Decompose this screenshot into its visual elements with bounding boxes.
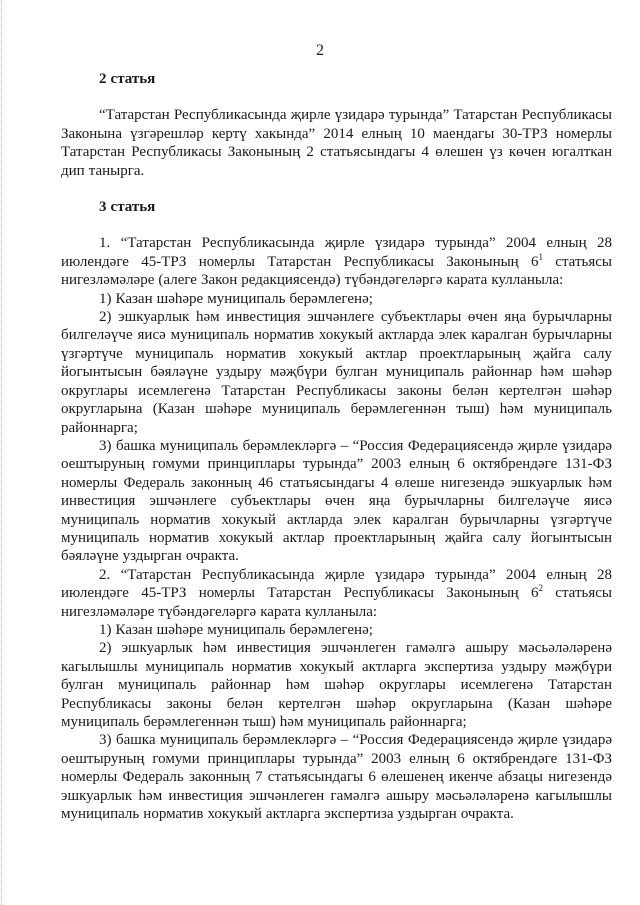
p1-superscript: 1: [538, 251, 543, 262]
article-3-heading: 3 статья: [99, 199, 156, 216]
p2-superscript: 2: [538, 583, 543, 594]
p2-end-text: статьясы нигезләмәләре түбәндәгеләргә карата кулланыла:: [61, 585, 612, 620]
page-number: 2: [316, 42, 324, 59]
spacer: [61, 180, 612, 198]
p1-item-3: 3) башка муниципаль берәмлекләргә – “Россия Федерациясендә җирле үзидарә оештыруның гомуми принциплары турында” 2003 елның 6 октябрендәге 131-ФЗ номерлы Федераль законның 46 статьясындагы 4 өлеше нигезендә эшкуарлык һәм инвестиция эшчәнлеге субъектлары өчен яңа бурычларны билгеләүче яисә муниципаль норматив хокукый актларда элек каралган бурычларны үзгәртүче муниципаль норматив хокукый актлар проектларының җайга салу йогынтысын бәяләүне уздырган очракта.: [61, 437, 612, 565]
p2-item-3: 3) башка муниципаль берәмлекләргә – “Россия Федерациясендә җирле үзидарә оештыруның гомуми принциплары турында” 2003 елның 6 октябрендәге 131-ФЗ номерлы Федераль законның 7 статьясындагы 6 өлешенең икенче абзацы нигезендә эшкуарлык һәм инвестиция эшчәнлеген гамәлгә ашыру мәсьәләләренә кагылышлы муниципаль норматив хокукый актларга экспертиза уздырган очракта.: [61, 732, 612, 823]
p2-item-2: 2) эшкуарлык һәм инвестиция эшчәнлеген гамәлгә ашыру мәсьәләләренә кагылышлы муниципаль норматив хокукый актларга экспертиза уздыру мәҗбүри булган муниципаль районнар һәм шәһәр округлары исемлегенә Татарстан Республикасы законы белән кертелгән шәһәр округларына (Казан шәһәре муниципаль берәмлегеннән тыш) һәм муниципаль районнарга;: [61, 640, 612, 730]
article-3-paragraph-1: [61, 234, 612, 289]
article-3-paragraph-2: [61, 566, 612, 621]
document-body: [61, 70, 612, 823]
article-2-heading: 2 статья: [99, 71, 156, 87]
spacer: [61, 216, 612, 234]
p1-end-text: статьясы нигезләмәләре (алеге Закон редакциясендә) түбәндәгеләргә карата кулланыла:: [61, 253, 612, 289]
p2-item-1: 1) Казан шәһәре муниципаль берәмлегенә;: [99, 621, 373, 638]
p1-item-1: 1) Казан шәһәре муниципаль берәмлегенә;: [99, 290, 373, 307]
spacer: [61, 88, 612, 106]
article-2-text: “Татарстан Республикасында җирле үзидарә турында” Татарстан Республикасы Законына үзгәрешләр кертү хакында” 2014 елның 10 маендагы 30-ТРЗ номерлы Татарстан Республикасы Законының 2 статьясындагы 4 өлешен үз көчен югалткан дип танырга.: [61, 107, 612, 179]
p2-start-text: 2. “Татарстан Республикасында җирле үзидарә турында” 2004 елның 28 июлендәге 45-ТРЗ номерлы Татарстан Республикасы Законының 6: [61, 566, 612, 602]
scan-edge-line: [1, 0, 3, 905]
p1-start-text: 1. “Татарстан Республикасында җирле үзидарә турында” 2004 елның 28 июлендәге 45-ТРЗ номерлы Татарстан Республикасы Законының 6: [61, 235, 612, 270]
p1-item-2: 2) эшкуарлык һәм инвестиция эшчәнлеге субъектлары өчен яңа бурычларны билгеләүче яисә муниципаль норматив хокукый актларда элек каралган бурычларны үзгәртүче муниципаль норматив хокукый актлар проектларының җайга салу йогынтысын бәяләүне уздыру мәҗбүри булган муниципаль районнар һәм шәһәр округлары исемлегенә Татарстан Республикасы законы белән кертелгән шәһәр округларына (Казан шәһәре муниципаль берәмлегеннән тыш) һәм муниципаль районнарга;: [61, 309, 612, 436]
